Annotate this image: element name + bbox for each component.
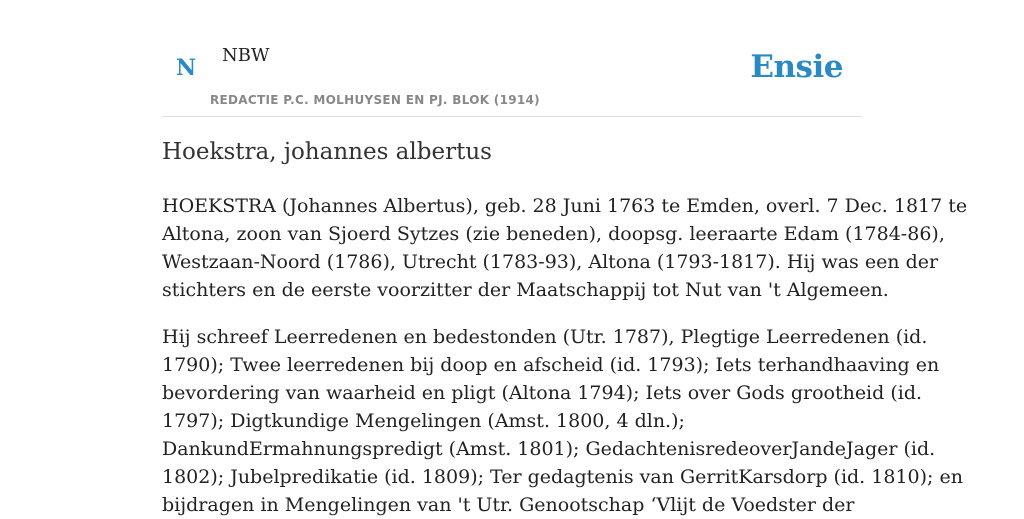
header: [162, 0, 862, 117]
paragraph-line: bevordering van waarheid en pligt (Altona 1794); Iets over Gods grootheid (id.: [162, 382, 923, 404]
ensie-logo[interactable]: Ensie: [750, 49, 843, 85]
paragraph-line: stichters en de eerste voorzitter der Maatschappij tot Nut van 't Algemeen.: [162, 279, 889, 301]
page-title: Hoekstra, johannes albertus: [162, 139, 492, 165]
paragraph-line: DankundErmahnungspredigt (Amst. 1801); GedachtenisredeoverJandeJager (id.: [162, 438, 936, 460]
paragraph-line: Westzaan-Noord (1786), Utrecht (1783-93), Altona (1793-1817). Hij was een der: [162, 251, 939, 273]
source-badge-icon: N: [176, 55, 197, 81]
paragraph-line: HOEKSTRA (Johannes Albertus), geb. 28 Juni 1763 te Emden, overl. 7 Dec. 1817 te: [162, 195, 968, 217]
paragraph-line: bijdragen in Mengelingen van 't Utr. Genootschap ‘Vlijt de Voedster der: [162, 494, 855, 516]
paragraph-line: 1790); Twee leerredenen bij doop en afscheid (id. 1793); Iets terhandhaaving en: [162, 354, 940, 376]
paragraph-line: 1802); Jubelpredikatie (id. 1809); Ter gedagtenis van GerritKarsdorp (id. 1810); en: [162, 466, 963, 488]
entry-page: [162, 0, 968, 516]
paragraph-line: Altona, zoon van Sjoerd Sytzes (zie beneden), doopsg. leeraarte Edam (1784-86),: [162, 223, 945, 245]
source-editors: REDACTIE P.C. MOLHUYSEN EN PJ. BLOK (1914): [210, 93, 540, 107]
paragraph-works: [162, 323, 963, 519]
paragraph-biography: [162, 192, 968, 304]
paragraph-line: Hij schreef Leerredenen en bedestonden (Utr. 1787), Plegtige Leerredenen (id.: [162, 326, 928, 348]
paragraph-line: 1797); Digtkundige Mengelingen (Amst. 1800, 4 dln.);: [162, 410, 685, 432]
source-name[interactable]: NBW: [222, 45, 270, 66]
